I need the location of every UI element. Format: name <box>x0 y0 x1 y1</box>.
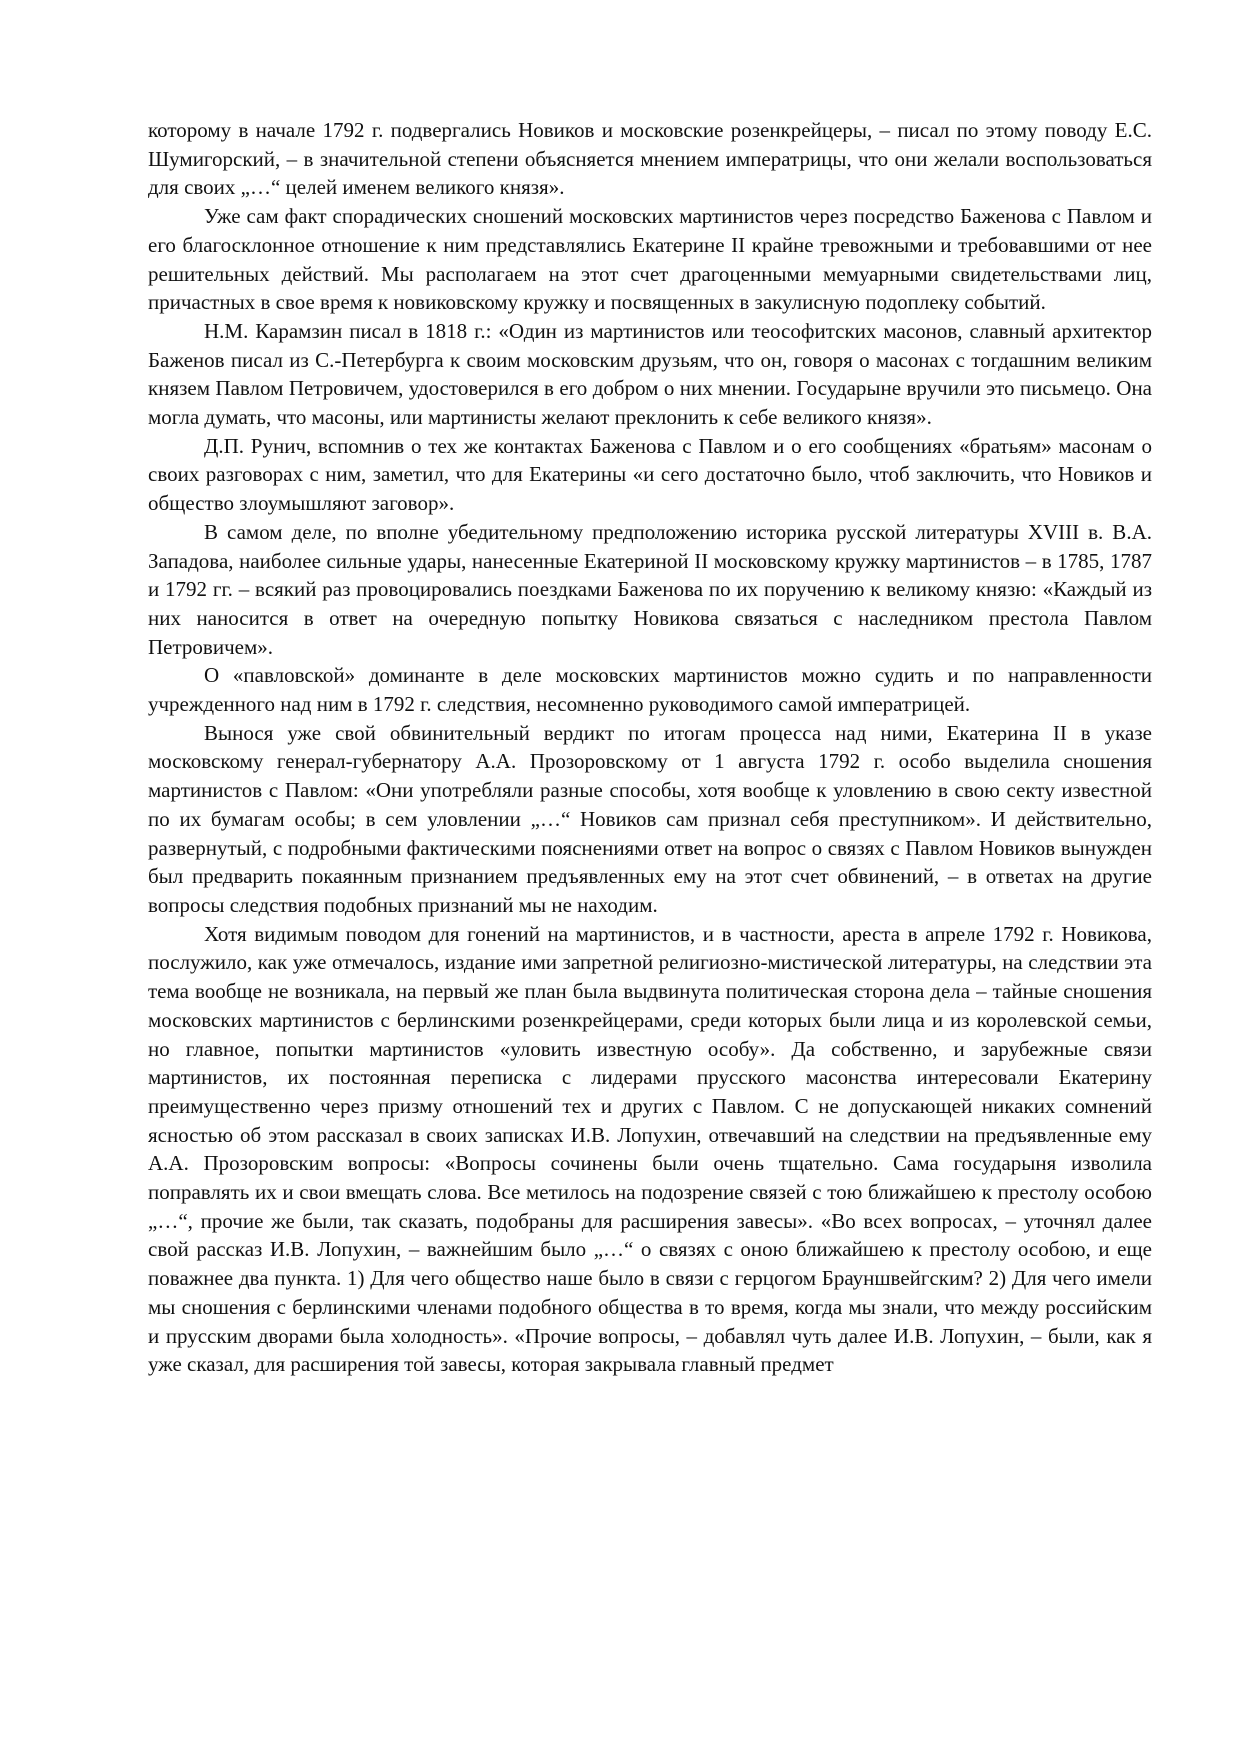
paragraph-2: Уже сам факт спорадических сношений московских мартинистов через посредство Баженова с Павлом и его благосклонное отношение к ним представлялись Екатерине II крайне тревожными и требовавшими от нее решительных действий. Мы располагаем на этот счет драгоценными мемуарными свидетельствами лиц, причастных в свое время к новиковскому кружку и посвященных в закулисную подоплеку событий. <box>148 204 1152 315</box>
paragraph-5: В самом деле, по вполне убедительному предположению историка русской литературы XVIII в. В.А. Западова, наиболее сильные удары, нанесенные Екатериной II московскому кружку мартинистов – в 1785, 1787 и 1792 гг. – всякий раз провоцировались поездками Баженова по их поручению к великому князю: «Каждый из них наносится в ответ на очередную попытку Новикова связаться с наследником престола Павлом Петровичем». <box>148 519 1152 659</box>
paragraph-8: Хотя видимым поводом для гонений на мартинистов, и в частности, ареста в апреле 1792 г. Новикова, послужило, как уже отмечалось, издание ими запретной религиозно-мистической литературы, на следствии эта тема вообще не возникала, на первый же план была выдвинута политическая сторона дела – тайные сношения московских мартинистов с берлинскими розенкрейцерами, среди которых были лица и из королевской семьи, но главное, попытки мартинистов «уловить известную особу». Да собственно, и зарубежные связи мартинистов, их постоянная переписка с лидерами прусского масонства интересовали Екатерину преимущественно через призму отношений тех и других с Павлом. С не допускающей никаких сомнений ясностью об этом рассказал в своих записках И.В. Лопухин, отвечавший на следствии на предъявленные ему А.А. Прозоровским вопросы: «Вопросы сочинены были очень тщательно. Сама государыня изволила поправлять их и свои вмещать слова. Все метилось на подозрение связей с тою ближайшею к престолу особою „…“, прочие же были, так сказать, подобраны для расширения завесы». «Во всех вопросах, – уточнял далее свой рассказ И.В. Лопухин, – важнейшим было „…“ о связях с оною ближайшею к престолу особою, и еще поважнее два пункта. 1) Для чего общество наше было в связи с герцогом Брауншвейгским? 2) Для чего имели мы сношения с берлинскими членами подобного общества в то время, когда мы знали, что между российским и прусским дворами была холодность». «Прочие вопросы, – добавлял чуть далее И.В. Лопухин, – были, как я уже сказал, для расширения той завесы, которая закрывала главный предмет <box>148 921 1152 1377</box>
paragraph-3: Н.М. Карамзин писал в 1818 г.: «Один из мартинистов или теософитских масонов, славный архитектор Баженов писал из С.-Петербурга к своим московским друзьям, что он, говоря о масонах с тогдашним великим князем Павлом Петровичем, удостоверился в его добром о них мнении. Государыне вручили это письмецо. Она могла думать, что масоны, или мартинисты желают преклонить к себе великого князя». <box>148 318 1152 430</box>
document-page <box>148 116 1152 1379</box>
paragraph-6: О «павловской» доминанте в деле московских мартинистов можно судить и по направленности учрежденного над ним в 1792 г. следствия, несомненно руководимого самой императрицей. <box>148 663 1152 717</box>
paragraph-7: Вынося уже свой обвинительный вердикт по итогам процесса над ними, Екатерина II в указе московскому генерал-губернатору А.А. Прозоровскому от 1 августа 1792 г. особо выделила сношения мартинистов с Павлом: «Они употребляли разные способы, хотя вообще к уловлению в свою секту известной по их бумагам особы; в сем уловлении „…“ Новиков сам признал себя преступником». И действительно, развернутый, с подробными фактическими пояснениями ответ на вопрос о связях с Павлом Новиков вынужден был предварить покаянным признанием предъявленных ему на этот счет обвинений, – в ответах на другие вопросы следствия подобных признаний мы не находим. <box>148 720 1152 917</box>
paragraph-1: которому в начале 1792 г. подвергались Новиков и московские розенкрейцеры, – писал по этому поводу Е.С. Шумигорский, – в значительной степени объясняется мнением императрицы, что они желали воспользоваться для своих „…“ целей именем великого князя». <box>148 118 1152 200</box>
paragraph-4: Д.П. Рунич, вспомнив о тех же контактах Баженова с Павлом и о его сообщениях «братьям» масонам о своих разговорах с ним, заметил, что для Екатерины «и сего достаточно было, чтоб заключить, что Новиков и общество злоумышляют заговор». <box>148 433 1152 516</box>
